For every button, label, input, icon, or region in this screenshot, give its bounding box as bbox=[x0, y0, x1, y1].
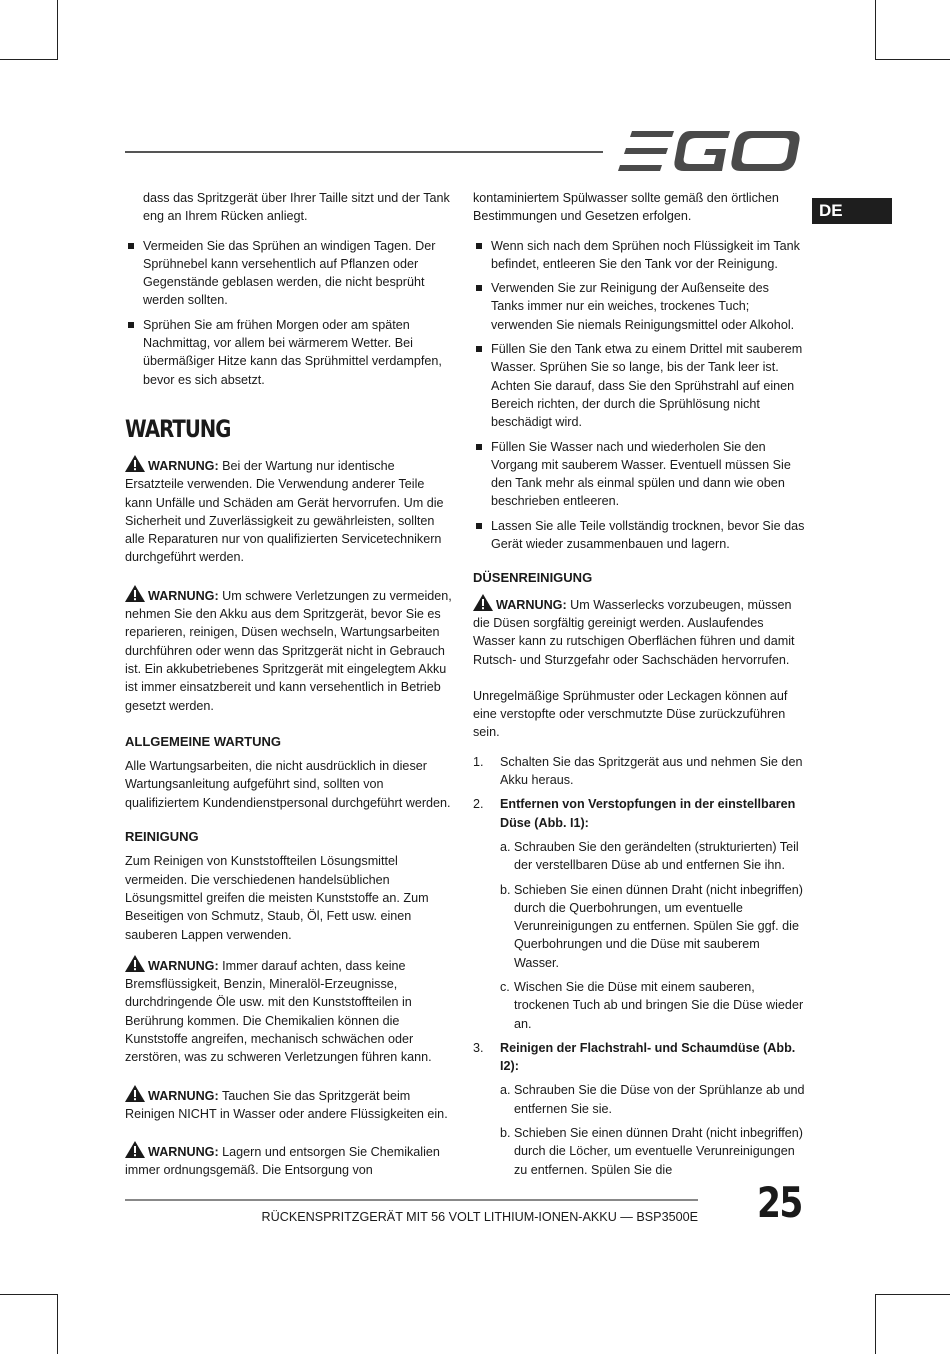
section-title: WARTUNG bbox=[125, 414, 231, 443]
warning-triangle-icon bbox=[125, 1085, 145, 1102]
sub-step-text: Schieben Sie einen dünnen Draht (nicht inbegriffen) durch die Querbohrungen, um eventuelle Verunreinigungen zu entfernen. Spülen Sie ggf. die Querbohrungen und die Düse mit sauberem Wasser. bbox=[514, 882, 803, 970]
paragraph: kontaminiertem Spülwasser sollte gemäß den örtlichen Bestimmungen und Gesetzen erfolgen. bbox=[473, 191, 779, 224]
warning-text: Um Wasserlecks vorzubeugen, müssen die Düsen sorgfältig gereinigt werden. Auslaufendes Wasser kann zu rutschigen Oberflächen führen und damit Rutsch- und Sturzgefahr oder Sachschäden hervorrufen. bbox=[473, 597, 795, 667]
crop-mark bbox=[875, 0, 876, 60]
list-letter: a. bbox=[500, 839, 511, 854]
crop-mark bbox=[875, 1294, 876, 1354]
sub-step-text: Schrauben Sie den gerändelten (strukturierten) Teil der verstellbaren Düse ab und entfernen Sie ihn. bbox=[514, 839, 799, 873]
subheading: REINIGUNG bbox=[125, 829, 199, 845]
sub-list bbox=[500, 838, 805, 1033]
warning-label: WARNUNG: bbox=[148, 958, 219, 973]
paragraph: Alle Wartungsarbeiten, die nicht ausdrücklich in dieser Wartungsanleitung aufgeführt sind, sollten von qualifiziertem Kundendienstpersonal durchgeführt werden. bbox=[125, 759, 451, 810]
list-item: Verwenden Sie zur Reinigung der Außenseite des Tanks immer nur ein weiches, trockenes Tuch; verwenden Sie niemals Reinigungsmittel oder Alkohol. bbox=[473, 279, 805, 334]
crop-mark bbox=[0, 1294, 58, 1295]
warning-text: Tauchen Sie das Spritzgerät beim Reinigen NICHT in Wasser oder andere Flüssigkeiten ein. bbox=[125, 1088, 448, 1121]
list-letter: b. bbox=[500, 1126, 511, 1141]
warning-text: Um schwere Verletzungen zu vermeiden, nehmen Sie den Akku aus dem Spritzgerät, bevor Sie es reparieren, reinigen, Düsen wechseln, Wartungsarbeiten durchführen oder wenn das Spritzgerät nicht in Gebrauch ist. Ein akkubetriebenes Spritzgerät mit eingelegtem Akku ist immer einsatzbereit und kann versehentlich in Betrieb gesetzt werden. bbox=[125, 588, 452, 713]
footer-title: RÜCKENSPRITZGERÄT MIT 56 VOLT LITHIUM-IONEN-AKKU — BSP3500E bbox=[261, 1210, 698, 1224]
crop-mark bbox=[875, 59, 950, 60]
subheading: ALLGEMEINE WARTUNG bbox=[125, 733, 281, 749]
list-letter: a. bbox=[500, 1083, 511, 1098]
list-number: 1. bbox=[473, 754, 484, 769]
sub-step-text: Schrauben Sie die Düse von der Sprühlanze ab und entfernen Sie sie. bbox=[514, 1083, 805, 1116]
warning-triangle-icon bbox=[125, 1141, 145, 1158]
sub-step-text: Schieben Sie einen dünnen Draht (nicht inbegriffen) durch die Löcher, um eventuelle Verunreinigungen zu entfernen. Spülen Sie die bbox=[514, 1126, 803, 1177]
list-item: Vermeiden Sie das Sprühen an windigen Tagen. Der Sprühnebel kann versehentlich auf Pflanzen oder Gegenstände geblasen werden, die nicht besprüht werden sollten. bbox=[125, 237, 455, 310]
header-rule bbox=[125, 151, 603, 153]
list-item bbox=[500, 881, 805, 972]
list-letter: b. bbox=[500, 882, 511, 897]
list-item bbox=[473, 795, 805, 1033]
numbered-list bbox=[473, 753, 805, 1179]
bullet-list bbox=[125, 237, 455, 389]
page-number: 25 bbox=[757, 1178, 802, 1227]
list-letter: c. bbox=[500, 979, 510, 994]
paragraph: Zum Reinigen von Kunststoffteilen Lösungsmittel vermeiden. Die verschiedenen handelsüblichen Lösungsmittel greifen die meisten Kunststoffe an. Zum Beseitigen von Schmutz, Staub, Öl, Fett usw. einen sauberen Lappen verwenden. bbox=[125, 854, 429, 942]
list-item bbox=[473, 1039, 805, 1179]
warning-text: Lagern und entsorgen Sie Chemikalien immer ordnungsgemäß. Die Entsorgung von bbox=[125, 1145, 440, 1178]
warning-block bbox=[125, 955, 455, 1067]
list-item: Füllen Sie Wasser nach und wiederholen Sie den Vorgang mit sauberem Wasser. Eventuell müssen Sie den Tank mehr als einmal spülen und dann wie oben beschrieben entleeren. bbox=[473, 438, 805, 511]
warning-block bbox=[125, 1141, 455, 1180]
list-item: Sprühen Sie am frühen Morgen oder am späten Nachmittag, vor allem bei wärmerem Wetter. Bei übermäßiger Hitze kann das Sprühmittel verdampfen, bevor es sich absetzt. bbox=[125, 316, 455, 389]
right-column bbox=[473, 189, 805, 1185]
warning-block bbox=[125, 1085, 455, 1124]
warning-block bbox=[125, 455, 455, 567]
warning-label: WARNUNG: bbox=[496, 597, 567, 612]
list-item bbox=[500, 1124, 805, 1179]
warning-triangle-icon bbox=[125, 585, 145, 602]
warning-text: Bei der Wartung nur identische Ersatzteile verwenden. Die Verwendung anderer Teile kann Unfälle und Schäden am Gerät hervorrufen. Um die Sicherheit und Zuverlässigkeit zu gewährleisten, sollten alle Reparaturen nur von qualifizierten Servicetechnikern durchgeführt werden. bbox=[125, 458, 444, 565]
warning-block bbox=[473, 594, 805, 669]
sub-step-text: Wischen Sie die Düse mit einem sauberen, trockenen Tuch ab und bringen Sie die Düse wieder an. bbox=[514, 979, 804, 1031]
list-item: Wenn sich nach dem Sprühen noch Flüssigkeit im Tank befindet, entleeren Sie den Tank vor der Reinigung. bbox=[473, 237, 805, 274]
paragraph: dass das Spritzgerät über Ihrer Taille sitzt und der Tank eng an Ihrem Rücken anliegt. bbox=[143, 191, 450, 224]
step-text: Reinigen der Flachstrahl- und Schaumdüse (Abb. I2): bbox=[500, 1040, 796, 1074]
warning-block bbox=[125, 585, 455, 715]
list-item bbox=[500, 1081, 805, 1118]
list-number: 3. bbox=[473, 1040, 484, 1055]
sub-list bbox=[500, 1081, 805, 1178]
step-text: Entfernen von Verstopfungen in der einstellbaren Düse (Abb. I1): bbox=[500, 797, 796, 830]
crop-mark bbox=[0, 59, 58, 60]
warning-label: WARNUNG: bbox=[148, 458, 219, 473]
subheading: DÜSENREINIGUNG bbox=[473, 570, 593, 586]
warning-label: WARNUNG: bbox=[148, 1088, 219, 1103]
crop-mark bbox=[875, 1294, 950, 1295]
list-number: 2. bbox=[473, 797, 484, 812]
paragraph: Unregelmäßige Sprühmuster oder Leckagen können auf eine verstopfte oder verschmutzte Düse zurückzuführen sein. bbox=[473, 688, 788, 740]
warning-triangle-icon bbox=[473, 594, 493, 611]
list-item bbox=[473, 753, 805, 790]
language-tab: DE bbox=[812, 198, 892, 224]
warning-label: WARNUNG: bbox=[148, 588, 219, 603]
list-item: Füllen Sie den Tank etwa zu einem Drittel mit sauberem Wasser. Sprühen Sie so lange, bis der Tank leer ist. Achten Sie darauf, dass Sie den Sprühstrahl auf einen Bereich richten, der durch die Sprühlösung nicht beschädigt wird. bbox=[473, 340, 805, 431]
list-item bbox=[500, 978, 805, 1033]
list-item bbox=[500, 838, 805, 875]
ego-logo bbox=[618, 131, 800, 171]
warning-triangle-icon bbox=[125, 955, 145, 972]
warning-label: WARNUNG: bbox=[148, 1145, 219, 1160]
crop-mark bbox=[57, 0, 58, 60]
warning-triangle-icon bbox=[125, 455, 145, 472]
footer-rule bbox=[125, 1199, 698, 1201]
crop-mark bbox=[57, 1294, 58, 1354]
bullet-list bbox=[473, 237, 805, 554]
list-item: Lassen Sie alle Teile vollständig trocknen, bevor Sie das Gerät wieder zusammenbauen und lagern. bbox=[473, 517, 805, 554]
step-text: Schalten Sie das Spritzgerät aus und nehmen Sie den Akku heraus. bbox=[500, 754, 803, 788]
warning-text: Immer darauf achten, dass keine Bremsflüssigkeit, Benzin, Mineralöl-Erzeugnisse, durchdringende Öle usw. mit den Kunststoffteilen in Berührung kommen. Die Chemikalien können die Kunststoffe angreifen, mechanisch schwächen oder zerstören, was zu schweren Verletzungen führen kann. bbox=[125, 958, 432, 1065]
left-column bbox=[125, 189, 455, 1198]
